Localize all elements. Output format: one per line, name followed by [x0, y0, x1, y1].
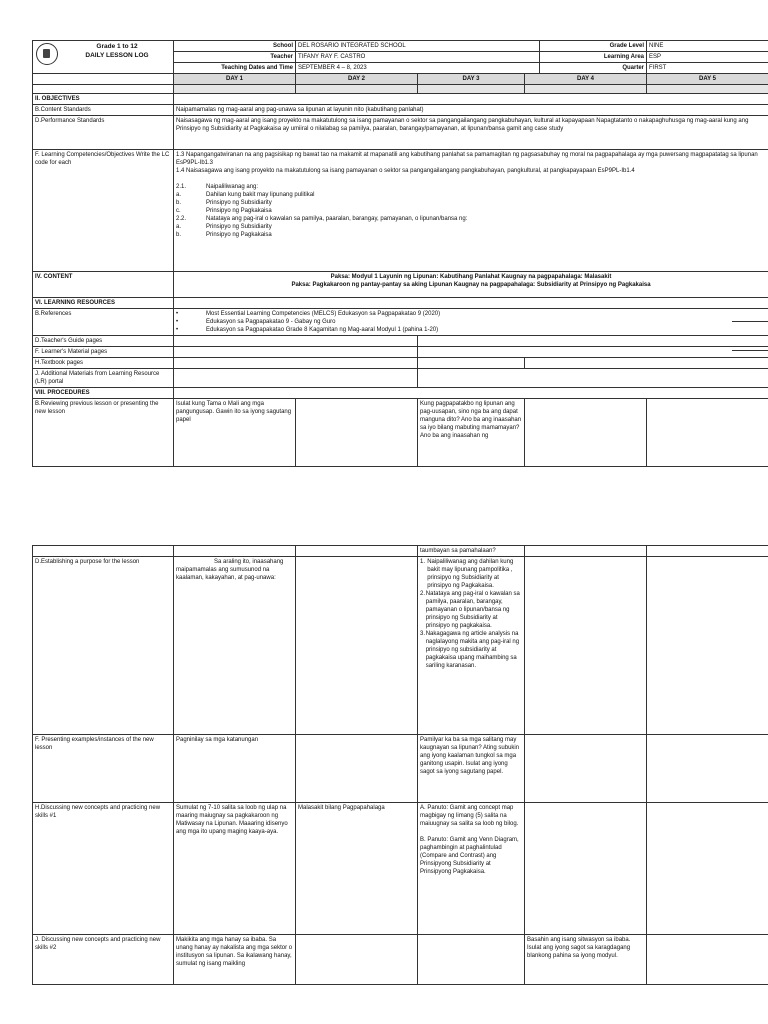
procedures-heading: VIII. PROCEDURES [33, 388, 174, 399]
resources-heading: VI. LEARNING RESOURCES [33, 298, 174, 309]
dates-label: Teaching Dates and Time [174, 63, 296, 74]
discuss-1-day-2: Malasakit bilang Pagpapahalaga [296, 803, 418, 935]
content-cell [174, 272, 768, 298]
discuss-1-day-3 [418, 803, 525, 935]
quarter-value: FIRST [647, 63, 768, 74]
margin-line-1 [732, 321, 768, 322]
discuss-1-day-3-a: A. Panuto: Gamit ang concept map magbigay ng limang (5) salita na maiuugnay sa salita sa loob ng bilog. [420, 805, 519, 827]
item-number: 2. [420, 591, 426, 597]
area-label: Learning Area [540, 52, 647, 63]
teachers-guide-label: D.Teacher's Guide pages [33, 336, 174, 347]
purpose-item: Nakagagawa ng article analysis na naglalayong makita ang pag-iral ng prinsipyo ng subsidiarity at pagkakaisa upang maihambing sa sariling karanasan. [425, 631, 520, 669]
item-number: 2.2. [176, 216, 187, 222]
examples-day-1: Pagninilay sa mga katanungan [174, 735, 296, 803]
purpose-day-1 [174, 557, 296, 735]
competency-1-3: 1.3 Napangangatwiranan na ang pagsisikap ng bawat tao na makamit at mapanatili ang kabutihang panlahat sa pamamagitan ng pagsasabuhay ng moral na pagpapahalaga ay mga puwersang magpapatatag sa lipunan EsP9PL-Ib1.3 [176, 152, 758, 166]
school-value: DEL ROSARIO INTEGRATED SCHOOL [296, 41, 540, 52]
teacher-label: Teacher [174, 52, 296, 63]
purpose-item: Natataya ang pag-iral o kawalan sa pamilya, paaralan, barangay, pamayanan o lipunan/bansa ng prinsipyo ng Subsidiarity at prinsipyo ng pagkakaisa. [425, 591, 520, 629]
discuss-1-day-3-b: B. Panuto: Gamit ang Venn Diagram, paghambingin at paghalintulad (Compare and Contrast) ang Prinsipyong Subsidiarity at Prinsipyong Pagkakaisa. [420, 837, 519, 875]
purpose-label: D.Establishing a purpose for the lesson [33, 557, 174, 735]
examples-day-3: Pamilyar ka ba sa mga salitang may kaugnayan sa lipunan? Ating subukin ang iyong kaalaman tungkol sa mga ganitong usapin. Isulat ang iyong sagot sa iyong sagutang papel. [418, 735, 525, 803]
item-number: a. [176, 192, 182, 198]
competency-item: Prinsipyo ng Pagkakaisa [206, 208, 272, 214]
item-number: 2.1. [176, 184, 187, 190]
content-heading: IV. CONTENT [33, 272, 174, 298]
grade-value: NINE [647, 41, 768, 52]
title-block [33, 41, 174, 74]
reviewing-day-1: Isulat kung Tama o Mali ang mga pangungusap. Gawin ito sa iyong sagutang papel [174, 399, 296, 467]
day-1-header: DAY 1 [174, 74, 296, 85]
item-number: a. [176, 224, 182, 230]
additional-materials-label: J. Additional Materials from Learning Resource (LR) portal [33, 369, 174, 388]
day-2-header: DAY 2 [296, 74, 418, 85]
bullet-icon: • [176, 311, 179, 317]
competencies-cell [174, 150, 768, 272]
day-5-header: DAY 5 [647, 74, 768, 85]
reference-item: Most Essential Learning Competencies (MELCS) Edukasyon sa Pagpapakatao 9 (2020) [206, 311, 441, 317]
item-number: b. [176, 200, 182, 206]
bullet-icon: • [176, 319, 179, 325]
page-1 [32, 40, 768, 467]
competency-item: Prinsipyo ng Subsidiarity [206, 200, 272, 206]
lesson-table-page-1 [32, 73, 768, 467]
reference-item: Edukasyon sa Pagpapakatao 9 - Gabay ng Guro [206, 319, 336, 325]
competency-item: Dahilan kung bakit may lipunang pulitikal [206, 192, 315, 198]
purpose-day-3 [418, 557, 525, 735]
performance-standards-label: D.Performance Standards [33, 116, 174, 150]
references-label: B.References [33, 309, 174, 336]
competency-1-4: 1.4 Naisasagawa ang isang proyekto na makatutulong sa isang pamayanan o sektor sa pangangailangang pangkabuhayan, pangkultural, at pangkapayapaan EsP9PL-Ib1.4 [176, 168, 635, 174]
grade-label: Grade Level [540, 41, 647, 52]
discuss-2-day-1: Makikita ang mga hanay sa ibaba. Sa unang hanay ay nakalista ang mga sektor o institusyon sa lipunan. Sa ikalawang hanay, sumulat ng isang maikling [174, 935, 296, 985]
item-number: 1. [420, 559, 426, 565]
content-standards-text: Naipamamalas ng mag-aaral ang pag-unawa sa lipunan at layunin nito (kabutihang panlahat) [174, 105, 768, 116]
day-3-header: DAY 3 [418, 74, 525, 85]
competency-item: Prinsipyo ng Subsidiarity [206, 224, 272, 230]
item-number: b. [176, 232, 182, 238]
performance-standards-text: Naisasagawa ng mag-aaral ang isang proyekto na makatutulong sa isang pamayanan o sektor sa pangangailangang pangkabuhayan, kultural at kapayapaan Napagtatanto o nakapaghuhusga ng mag-aaral kung ang Prinsipyo ng Subsidiarity at Pagkakaisa ay umiiral o nilalabag sa pamilya, paaralan, barangay/pamayanan, at lipunan/bansa gamit ang case study [174, 116, 768, 150]
page-2 [32, 545, 768, 985]
dates-value: SEPTEMBER 4 – 8, 2023 [296, 63, 540, 74]
bullet-icon: • [176, 327, 179, 333]
reviewing-day-3: Kung pagpapatakbo ng lipunan ang pag-uusapan, sino nga ba ang dapat manguna dito? Ano ba ang inaasahan sa iyo bilang mabuting mamamayan? Ano ba ang inaasahan ng [418, 399, 525, 467]
day-4-header: DAY 4 [525, 74, 647, 85]
school-label: School [174, 41, 296, 52]
references-list [174, 309, 768, 336]
discuss-1-day-1: Sumulat ng 7-10 salita sa loob ng ulap na maaring maiugnay sa pagkakaroon ng Matiwasay na Lipunan. Maaaring idisenyo ang mga ito upang maging kaaya-aya. [174, 803, 296, 935]
content-topic-1: Paksa: Modyul 1 Layunin ng Lipunan: Kabutihang Panlahat Kaugnay na pagpapahalaga: Malasakit [330, 274, 612, 280]
deped-seal-icon [36, 43, 58, 65]
competencies-label: F. Learning Competencies/Objectives Write the LC code for each [33, 150, 174, 272]
competency-item: Natataya ang pag-iral o kawalan sa pamilya, paaralan, barangay, pamayanan, o lipunan/bansa ng: [206, 216, 468, 222]
examples-label: F. Presenting examples/instances of the new lesson [33, 735, 174, 803]
header-table [32, 40, 768, 74]
objectives-heading: II. OBJECTIVES [33, 94, 174, 105]
learners-material-label: F. Learner's Material pages [33, 347, 174, 358]
content-standards-label: B.Content Standards [33, 105, 174, 116]
textbook-label: H.Textbook pages [33, 358, 174, 369]
reviewing-day-3-cont: taumbayan sa pamahalaan? [418, 546, 525, 557]
content-topic-2: Paksa: Pagkakaroon ng pantay-pantay sa aking Lipunan Kaugnay na pagpapahalaga: Subsidiarity at Prinsipyo ng Pagkakaisa [291, 282, 651, 288]
competency-item: Prinsipyo ng Pagkakaisa [206, 232, 272, 238]
reference-item: Edukasyon sa Pagpapakatao Grade 8 Kagamitan ng Mag-aaral Modyul 1 (pahina 1-20) [206, 327, 439, 333]
margin-line-2 [732, 350, 768, 351]
lesson-table-page-2 [32, 545, 768, 985]
discuss-2-day-4: Basahin ang isang sitwasyon sa ibaba. Isulat ang iyong sagot sa karagdagang blankong pahina sa iyong modyul. [525, 935, 647, 985]
quarter-label: Quarter [540, 63, 647, 74]
discuss-1-label: H.Discussing new concepts and practicing new skills #1 [33, 803, 174, 935]
teacher-value: TIFANY RAY F. CASTRO [296, 52, 540, 63]
area-value: ESP [647, 52, 768, 63]
purpose-day-1-text: Sa araling ito, inaasahang maipamamalas ang sumusunod na kaalaman, kakayahan, at pag-unawa: [176, 559, 284, 581]
discuss-2-label: J. Discussing new concepts and practicing new skills #2 [33, 935, 174, 985]
reviewing-label: B.Reviewing previous lesson or presenting the new lesson [33, 399, 174, 467]
title-line-1: Grade 1 to 12 [96, 43, 138, 50]
purpose-item: Naipaliliwanag ang dahilan kung bakit may lipunang pampolitika , prinsipyo ng Subsidiarity at prinsipyo ng Pagkakaisa. [427, 559, 514, 589]
item-number: 3. [420, 631, 426, 637]
title-line-2: DAILY LESSON LOG [85, 52, 149, 59]
competency-item: Naipaliliwanag ang: [206, 184, 259, 190]
item-number: c. [176, 208, 181, 214]
